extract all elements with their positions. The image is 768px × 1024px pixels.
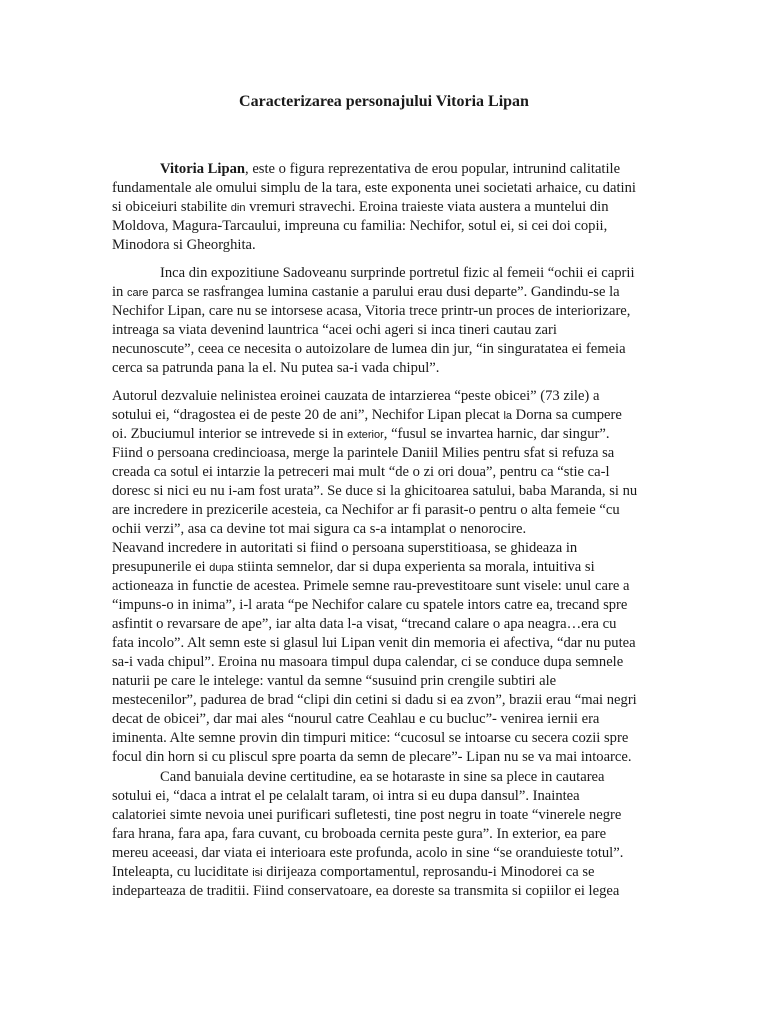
- line-text: Autorul dezvaluie nelinistea eroinei cauzata de intarzierea “peste obicei” (73 zile) a: [112, 388, 600, 404]
- paragraph-line: [112, 179, 672, 198]
- line-text-small: exterior: [347, 429, 384, 441]
- paragraph-line: [112, 672, 672, 691]
- character-name: Vitoria Lipan: [160, 161, 246, 177]
- paragraph-3: [112, 387, 672, 767]
- line-text: cerca sa patrunda pana la el. Nu putea sa-i vada chipul”.: [112, 360, 440, 376]
- paragraph-line: [112, 198, 672, 217]
- line-text: parca se rasfrangea lumina castanie a parului erau dusi departe”. Gandindu-se la: [148, 284, 620, 300]
- line-text: focul din horn si cu pliscul spre poarta da semn de plecare”- Lipan nu se va mai intoarce.: [112, 749, 632, 765]
- paragraph-line: [112, 653, 672, 672]
- paragraph-1: [112, 160, 672, 255]
- line-text: Nechifor Lipan, care nu se intorsese acasa, Vitoria trece printr-un proces de interiorizare,: [112, 303, 631, 319]
- line-text: presupunerile ei: [112, 559, 210, 575]
- line-text: ochii verzi”, asa ca devine tot mai sigura ca s-a intamplat o nenorocire.: [112, 521, 527, 537]
- line-text: sotului ei, “daca a intrat el pe celalalt taram, oi intra si eu dupa dansul”. Inaintea: [112, 788, 580, 804]
- line-text: decat de obicei”, dar mai ales “nourul catre Ceahlau e cu bucluc”- venirea iernii era: [112, 711, 600, 727]
- paragraph-line: [112, 539, 672, 558]
- line-text: Neavand incredere in autoritati si fiind o persoana superstitioasa, se ghideaza in: [112, 540, 578, 556]
- paragraph-line: [112, 615, 672, 634]
- line-text: stiinta semnelor, dar si dupa experienta sa morala, intuitiva si: [233, 559, 595, 575]
- line-text: sotului ei, “dragostea ei de peste 20 de ani”, Nechifor Lipan plecat: [112, 407, 504, 423]
- paragraph-line: [112, 387, 672, 406]
- paragraph-line: [112, 340, 672, 359]
- paragraph-line: [112, 710, 672, 729]
- line-text: vremuri stravechi. Eroina traieste viata austera a muntelui din: [245, 199, 609, 215]
- line-text: Inteleapta, cu luciditate: [112, 864, 253, 880]
- line-text: oi. Zbuciumul interior se intrevede si in: [112, 426, 348, 442]
- line-text: creada ca sotul ei intarzie la petreceri mai mult “de o zi ori doua”, pentru ca “stie ca-l: [112, 464, 610, 480]
- paragraph-line: [112, 844, 672, 863]
- paragraph-line: [112, 482, 672, 501]
- line-text: , “fusul se invartea harnic, dar singur”.: [383, 426, 610, 442]
- paragraph-4: [112, 768, 672, 901]
- paragraph-line: [112, 444, 672, 463]
- line-text: Cand banuiala devine certitudine, ea se hotaraste in sine sa plece in cautarea: [160, 769, 605, 785]
- line-text: are incredere in prezicerile acesteia, ca Nechifor ar fi parasit-o pentru o alta femeie “cu: [112, 502, 620, 518]
- line-text: actioneaza in functie de acestea. Primele semne rau-prevestitoare sunt visele: unul care a: [112, 578, 630, 594]
- paragraph-line: [112, 321, 672, 340]
- paragraph-line: [112, 302, 672, 321]
- paragraph-line: [112, 768, 672, 787]
- line-text-small: din: [230, 202, 246, 214]
- line-text: calatoriei simte nevoia unei purificari sufletesti, tine post negru in toate “vinerele negre: [112, 807, 622, 823]
- line-text: fara hrana, fara apa, fara cuvant, cu broboada cernita peste gura”. In exterior, ea pare: [112, 826, 607, 842]
- line-text: “impuns-o in inima”, i-l arata “pe Nechifor calare cu spatele intors catre ea, trecand spre: [112, 597, 628, 613]
- paragraph-line: [112, 264, 672, 283]
- line-text: si obiceiuri stabilite: [112, 199, 231, 215]
- line-text: dirijeaza comportamentul, reprosandu-i Minodorei ca se: [262, 864, 595, 880]
- paragraph-line: [112, 691, 672, 710]
- line-text: doresc si nici eu nu i-am fost urata”. Se duce si la ghicitoarea satului, baba Maranda, si nu: [112, 483, 638, 499]
- line-text: fundamentale ale omului simplu de la tara, este exponenta unei societati arhaice, cu datini: [112, 180, 636, 196]
- line-text: asfintit o revarsare de ape”, iar alta data l-a visat, “trecand calare o apa neagra…era cu: [112, 616, 617, 632]
- paragraph-line: [112, 558, 672, 577]
- line-text-small: isi: [252, 867, 263, 879]
- line-text: Minodora si Gheorghita.: [112, 237, 256, 253]
- paragraph-2: [112, 264, 672, 378]
- paragraph-line: [112, 217, 672, 236]
- line-text: fata incolo”. Alt semn este si glasul lui Lipan venit din memoria ei afectiva, “dar nu putea: [112, 635, 636, 651]
- paragraph-line: [112, 236, 672, 255]
- line-text: sa-i vada chipul”. Eroina nu masoara timpul dupa calendar, ci se conduce dupa semnele: [112, 654, 624, 670]
- paragraph-line: [112, 283, 672, 302]
- paragraph-line: [112, 882, 672, 901]
- paragraph-line: [112, 359, 672, 378]
- line-text: Moldova, Magura-Tarcaului, impreuna cu familia: Nechifor, sotul ei, si cei doi copii,: [112, 218, 608, 234]
- paragraph-line: [112, 160, 672, 179]
- paragraph-line: [112, 520, 672, 539]
- paragraph-line: [112, 501, 672, 520]
- line-text: iminenta. Alte semne provin din timpuri mitice: “cucosul se intoarse cu secera cozii spre: [112, 730, 629, 746]
- paragraph-line: [112, 596, 672, 615]
- line-text: Dorna sa cumpere: [512, 407, 622, 423]
- line-text: Inca din expozitiune Sadoveanu surprinde portretul fizic al femeii “ochii ei caprii: [160, 265, 635, 281]
- paragraph-line: [112, 825, 672, 844]
- paragraph-line: [112, 406, 672, 425]
- paragraph-line: [112, 729, 672, 748]
- paragraph-line: [112, 577, 672, 596]
- line-text-small: la: [503, 410, 513, 422]
- line-text-small: care: [127, 287, 149, 299]
- line-text: Fiind o persoana credincioasa, merge la parintele Daniil Milies pentru sfat si refuza sa: [112, 445, 615, 461]
- line-text: necunoscute”, ceea ce necesita o autoizolare de lumea din jur, “in singuratatea ei femeia: [112, 341, 626, 357]
- paragraph-line: [112, 806, 672, 825]
- paragraph-line: [112, 634, 672, 653]
- line-text: mereu aceeasi, dar viata ei interioara este profunda, acolo in sine “se oranduieste totul”.: [112, 845, 624, 861]
- paragraph-line: [112, 425, 672, 444]
- document-title: Caracterizarea personajului Vitoria Lipan: [239, 93, 529, 110]
- line-text: , este o figura reprezentativa de erou popular, intrunind calitatile: [245, 161, 621, 177]
- line-text: naturii pe care le intelege: vantul da semne “susuind prin crengile subtiri ale: [112, 673, 557, 689]
- paragraph-line: [112, 787, 672, 806]
- paragraph-line: [112, 748, 672, 767]
- paragraph-line: [112, 463, 672, 482]
- line-text: indeparteaza de traditii. Fiind conservatoare, ea doreste sa transmita si copiilor ei legea: [112, 883, 620, 899]
- paragraph-line: [112, 863, 672, 882]
- line-text: mestecenilor”, padurea de brad “clipi din cetini si dadu si ea zvon”, brazii erau “mai negri: [112, 692, 637, 708]
- line-text-small: dupa: [209, 562, 234, 574]
- line-text: in: [112, 284, 127, 300]
- line-text: intreaga sa viata devenind launtrica “acei ochi ageri si inca tineri cautau zari: [112, 322, 557, 338]
